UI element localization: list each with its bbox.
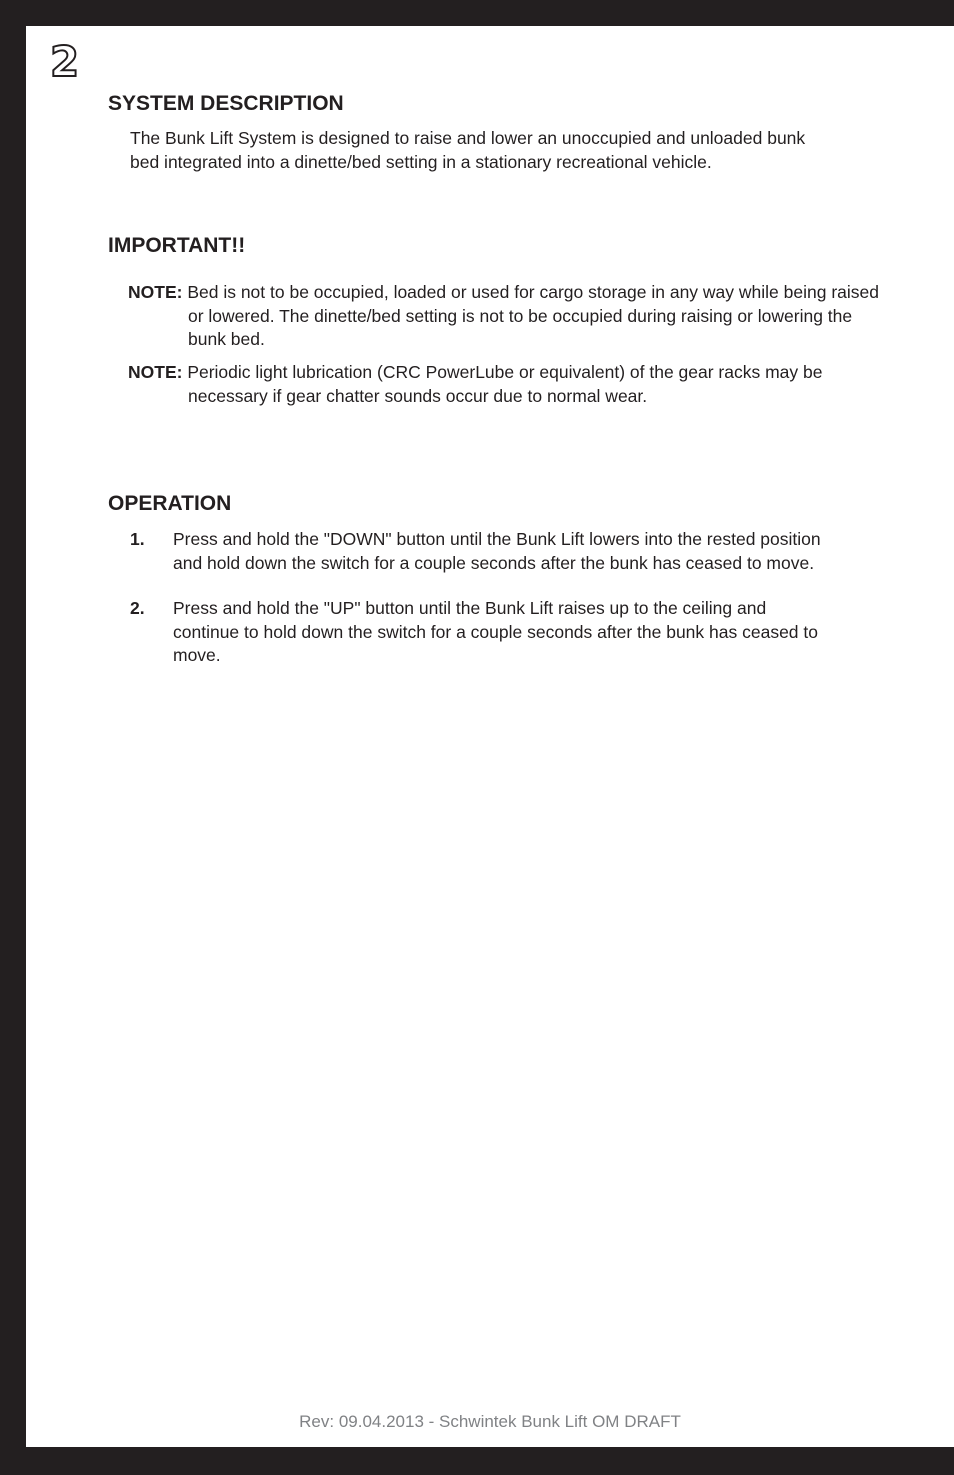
note-2-label: NOTE: [128, 362, 183, 382]
operation-step-1-number: 1. [130, 529, 145, 549]
note-1 [128, 281, 888, 352]
note-2-text: Periodic light lubrication (CRC PowerLube or equivalent) of the gear racks may be necessary if gear chatter sounds occur due to normal wear. [182, 362, 823, 406]
note-1-text: Bed is not to be occupied, loaded or used for cargo storage in any way while being raised or lowered. The dinette/bed setting is not to be occupied during raising or lowering the bunk bed. [182, 282, 879, 349]
footer-revision: Rev: 09.04.2013 - Schwintek Bunk Lift OM DRAFT [299, 1412, 681, 1431]
operation-step-1-text: Press and hold the "DOWN" button until the Bunk Lift lowers into the rested position and hold down the switch for a couple seconds after the bunk has ceased to move. [173, 529, 821, 573]
important-heading: IMPORTANT!! [108, 234, 246, 257]
operation-heading: OPERATION [108, 492, 232, 515]
note-1-label: NOTE: [128, 282, 183, 302]
system-description-body: The Bunk Lift System is designed to raise and lower an unoccupied and unloaded bunk bed integrated into a dinette/bed setting in a stationary recreational vehicle. [130, 128, 806, 172]
operation-step-2-number: 2. [130, 598, 145, 618]
note-2 [128, 361, 888, 408]
operation-step-2-text: Press and hold the "UP" button until the Bunk Lift raises up to the ceiling and continue to hold down the switch for a couple seconds after the bunk has ceased to move. [173, 598, 818, 665]
system-description-heading: SYSTEM DESCRIPTION [108, 92, 344, 115]
document-page [26, 26, 954, 1447]
page-number: 2 [50, 37, 80, 86]
